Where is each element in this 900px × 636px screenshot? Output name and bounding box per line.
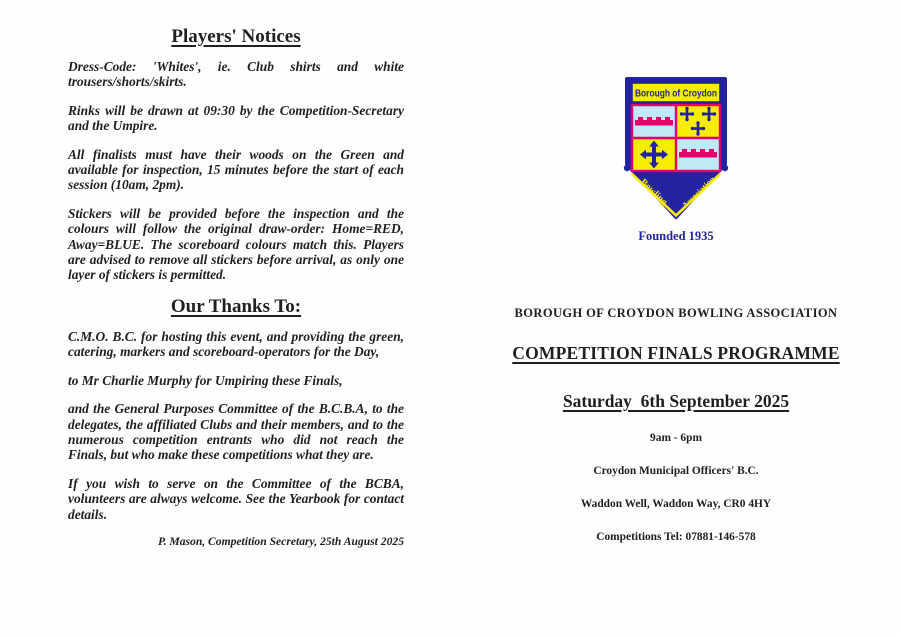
croydon-crest-icon bbox=[620, 76, 732, 222]
event-date: Saturday 6th September 2025 bbox=[562, 391, 790, 411]
shield-ear-right bbox=[722, 165, 728, 171]
notice-paragraph: Dress-Code: 'Whites', ie. Club shirts and white trousers/shorts/skirts. bbox=[68, 59, 404, 90]
ribbon-text-right: Association bbox=[680, 177, 713, 211]
association-name: BOROUGH OF CROYDON BOWLING ASSOCIATION bbox=[514, 306, 838, 320]
competitions-tel: Competitions Tel: 07881-146-578 bbox=[596, 531, 756, 543]
thanks-paragraph: to Mr Charlie Murphy for Umpiring these Finals, bbox=[68, 372, 343, 388]
notice-paragraph: Stickers will be provided before the inspection and the colours will follow the original draw-order: Home=RED, Away=BLUE. The scoreboard colours match this. Players are advised to remove all stickers before arrival, as only one layer of stickers is permitted. bbox=[68, 205, 404, 283]
secretary-signature: P. Mason, Competition Secretary, 25th August 2025 bbox=[158, 534, 404, 548]
notice-paragraph: Rinks will be drawn at 09:30 by the Competition-Secretary and the Umpire. bbox=[68, 102, 404, 134]
thanks-paragraph: C.M.O. B.C. for hosting this event, and providing the green, catering, markers and scoreboard-operators for the Day, bbox=[68, 328, 404, 360]
thanks-paragraph: and the General Purposes Committee of the B.C.B.A, to the delegates, the affiliated Clubs and their members, and to the numerous competition entrants who did not reach the Finals, but who make these competitions what they are. bbox=[68, 401, 404, 463]
notices-heading: Players' Notices bbox=[171, 26, 301, 47]
notice-paragraph: All finalists must have their woods on the Green and available for inspection, 15 minutes before the start of each session (10am, 2pm). bbox=[68, 146, 404, 193]
programme-title: COMPETITION FINALS PROGRAMME bbox=[512, 343, 840, 363]
venue-address: Waddon Well, Waddon Way, CR0 4HY bbox=[580, 498, 772, 510]
event-hours: 9am - 6pm bbox=[650, 432, 702, 444]
crest-banner-text: Borough of Croydon bbox=[635, 87, 717, 100]
left-column bbox=[68, 26, 404, 548]
thanks-paragraph: If you wish to serve on the Committee of the BCBA, volunteers are always welcome. See the Yearbook for contact details. bbox=[68, 475, 404, 522]
host-club: Croydon Municipal Officers' B.C. bbox=[593, 465, 759, 477]
ribbon-text-left: Bowling bbox=[637, 177, 669, 208]
founded-text: Founded 1935 bbox=[638, 229, 714, 243]
shield-ear-left bbox=[624, 165, 630, 171]
right-column bbox=[480, 0, 872, 544]
thanks-heading: Our Thanks To: bbox=[170, 295, 302, 317]
crest-wrap bbox=[480, 76, 872, 222]
